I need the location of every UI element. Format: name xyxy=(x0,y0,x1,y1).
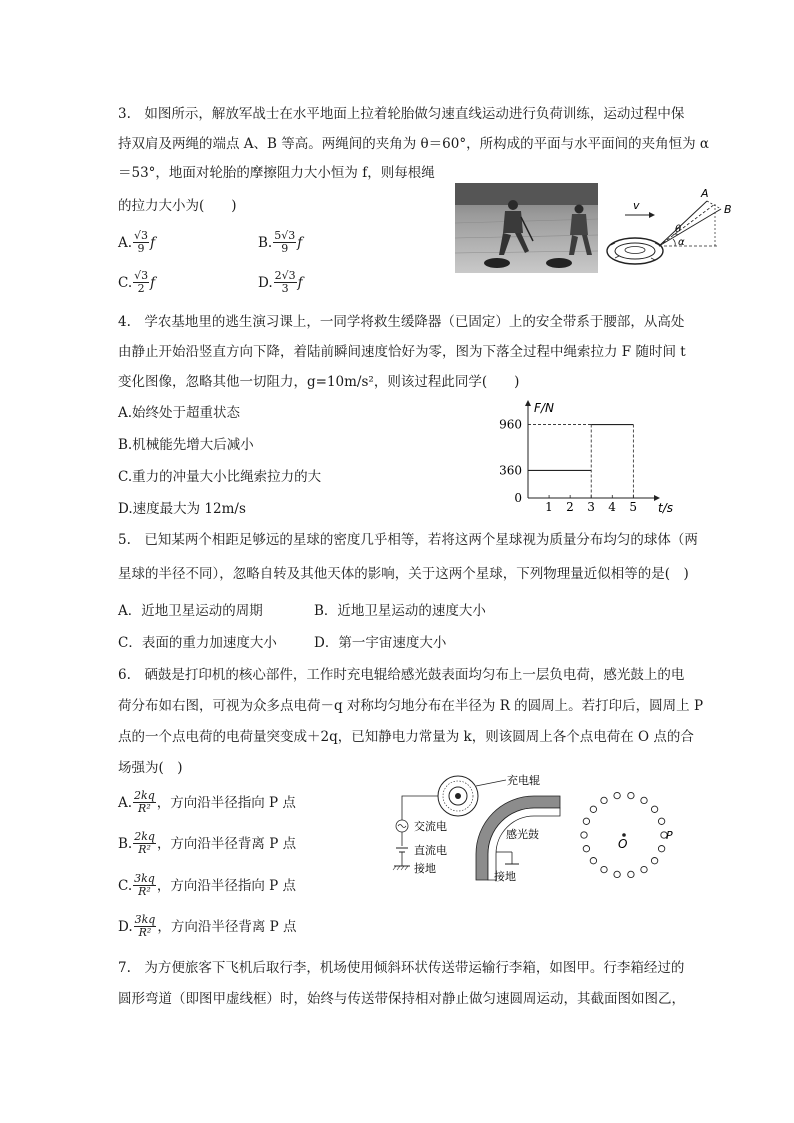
q4-text-line2: 由静止开始沿竖直方向下降，着陆前瞬间速度恰好为零，图为下落全过程中绳索拉力 F 随时间 t xyxy=(118,344,686,360)
label-ground2: 接地 xyxy=(494,870,516,883)
rope-b xyxy=(659,209,721,246)
label-alpha: α xyxy=(678,237,685,248)
point-charge xyxy=(581,832,587,838)
fraction: $\frac{√3}{2}$ xyxy=(134,269,149,295)
label-drum: 感光鼓 xyxy=(506,828,539,841)
fraction: $\frac{2kq}{\text{R²}}$ xyxy=(134,789,155,815)
point-charge xyxy=(590,858,596,864)
label-p: P xyxy=(666,829,673,842)
q3-option-d[interactable]: D. $\frac{2√3}{3}$ f xyxy=(258,269,303,295)
q5-option-a[interactable]: A．近地卫星运动的周期 xyxy=(118,603,263,619)
point-charge xyxy=(614,871,620,877)
label-o: O xyxy=(618,837,628,851)
q5-text-line2: 星球的半径不同），忽略自转及其他天体的影响，关于这两个星球，下列物理量近似相等的是( ) xyxy=(118,566,689,582)
y-axis-label: F/N xyxy=(534,401,554,415)
point-charge xyxy=(614,792,620,798)
q6-option-d[interactable]: D. $\frac{3kq}{\text{R²}}$ ，方向沿半径背离 P 点 xyxy=(118,913,297,939)
point-charge xyxy=(583,846,589,852)
point-charge xyxy=(628,792,634,798)
q7-text-line2: 圆形弯道（即图甲虚线框）时，始终与传送带保持相对静止做匀速圆周运动，其截面图如图乙， xyxy=(118,991,685,1007)
force-time-chart xyxy=(486,398,676,520)
q5-option-c[interactable]: C．表面的重力加速度大小 xyxy=(118,635,277,651)
x-tick-label: 3 xyxy=(587,500,595,514)
q4-text-line1: 4. 学农基地里的逃生演习课上，一同学将救生缓降器（已固定）上的安全带系于腰部，从高处 xyxy=(118,314,685,330)
fraction: $\frac{2kq}{\text{R²}}$ xyxy=(134,830,155,856)
q6-text-line1: 6. 硒鼓是打印机的核心部件，工作时充电辊给感光鼓表面均匀布上一层负电荷，感光鼓上的电 xyxy=(118,667,685,683)
q5-option-d[interactable]: D．第一宇宙速度大小 xyxy=(314,635,447,651)
label-dc: 直流电 xyxy=(414,844,447,857)
point-charge xyxy=(583,818,589,824)
x-tick-label: 4 xyxy=(608,500,616,514)
point-charge xyxy=(641,866,647,872)
q3-text-line3: ＝53°，地面对轮胎的摩擦阻力大小恒为 f，则每根绳 xyxy=(118,165,435,181)
q3-text-line1: 3. 如图所示，解放军战士在水平地面上拉着轮胎做匀速直线运动进行负荷训练，运动过程中保 xyxy=(118,106,685,122)
q6-text-line4: 场强为( ) xyxy=(118,760,183,776)
x-tick-label: 2 xyxy=(566,500,574,514)
q4-text-line3: 变化图像，忽略其他一切阻力，g=10m/s²，则该过程此同学( ) xyxy=(118,374,520,390)
q4-option-d[interactable]: D.速度最大为 12m/s xyxy=(118,501,246,517)
point-charge xyxy=(641,797,647,803)
point-charge xyxy=(628,871,634,877)
x-tick-label: 1 xyxy=(545,500,553,514)
point-charge xyxy=(658,846,664,852)
fraction: $\frac{3kq}{\text{R²}}$ xyxy=(134,913,156,939)
x-axis-label: t/s xyxy=(658,501,673,515)
point-charge xyxy=(601,797,607,803)
label-v: v xyxy=(633,199,640,212)
label-ac: 交流电 xyxy=(414,820,447,833)
q4-option-b[interactable]: B.机械能先增大后减小 xyxy=(118,437,254,453)
q6-text-line2: 荷分布如右图，可视为众多点电荷－q 对称均匀地分布在半径为 R 的圆周上。若打印后，圆周上 P xyxy=(118,698,704,714)
y-tick-label: 360 xyxy=(499,463,522,478)
label-a: A xyxy=(701,187,709,200)
point-charge xyxy=(658,818,664,824)
q6-option-a[interactable]: A. $\frac{2kq}{\text{R²}}$ ，方向沿半径指向 P 点 xyxy=(118,789,296,815)
fraction: $\frac{√3}{9}$ xyxy=(134,229,149,255)
fraction: $\frac{2√3}{3}$ xyxy=(274,269,296,295)
q4-option-a[interactable]: A.始终处于超重状态 xyxy=(118,405,241,421)
q3-text-line2: 持双肩及两绳的端点 A、B 等高。两绳间的夹角为 θ＝60°，所构成的平面与水平面间的夹角恒为 α xyxy=(118,136,710,152)
y-tick-label: 960 xyxy=(499,417,522,432)
point-charge xyxy=(601,866,607,872)
label-b: B xyxy=(724,203,732,216)
charge-ring-diagram xyxy=(572,780,682,890)
q5-text-line1: 5. 已知某两个相距足够远的星球的密度几乎相等，若将这两个星球视为质量分布均匀的球体（两 xyxy=(118,532,698,548)
label-ground1: 接地 xyxy=(414,862,436,875)
point-charge xyxy=(651,858,657,864)
q5-option-b[interactable]: B．近地卫星运动的速度大小 xyxy=(314,603,486,619)
y-tick-label: 0 xyxy=(514,491,522,505)
q3-option-b[interactable]: B. $\frac{5√3}{9}$ f xyxy=(258,229,303,255)
q3-option-a[interactable]: A. $\frac{√3}{9}$ f xyxy=(118,229,156,255)
x-tick-label: 5 xyxy=(629,500,637,514)
label-roller: 充电辊 xyxy=(507,774,540,787)
soldier-training-photo xyxy=(455,183,598,273)
q3-option-c[interactable]: C. $\frac{√3}{2}$ f xyxy=(118,269,156,295)
q7-text-line1: 7. 为方便旅客下飞机后取行李，机场使用倾斜环状传送带运输行李箱，如图甲。行李箱经过的 xyxy=(118,960,685,976)
q6-option-c[interactable]: C. $\frac{3kq}{\text{R²}}$ ，方向沿半径指向 P 点 xyxy=(118,872,297,898)
q6-option-b[interactable]: B. $\frac{2kq}{\text{R²}}$ ，方向沿半径背离 P 点 xyxy=(118,830,297,856)
fraction: $\frac{3kq}{\text{R²}}$ xyxy=(134,872,155,898)
q3-text-line4: 的拉力大小为( ) xyxy=(118,198,237,214)
tire-rope-diagram xyxy=(603,183,743,275)
fraction: $\frac{5√3}{9}$ xyxy=(274,229,296,255)
point-charge xyxy=(651,806,657,812)
q4-option-c[interactable]: C.重力的冲量大小比绳索拉力的大 xyxy=(118,469,322,485)
arrow-head-icon xyxy=(649,212,655,218)
y-axis-arrow-icon xyxy=(525,400,531,406)
printer-drum-diagram xyxy=(388,768,568,890)
label-theta: θ xyxy=(675,224,682,235)
point-charge xyxy=(590,806,596,812)
q6-text-line3: 点的一个点电荷的电荷量突变成＋2q，已知静电力常量为 k，则该圆周上各个点电荷在 O 点的合 xyxy=(118,729,694,745)
